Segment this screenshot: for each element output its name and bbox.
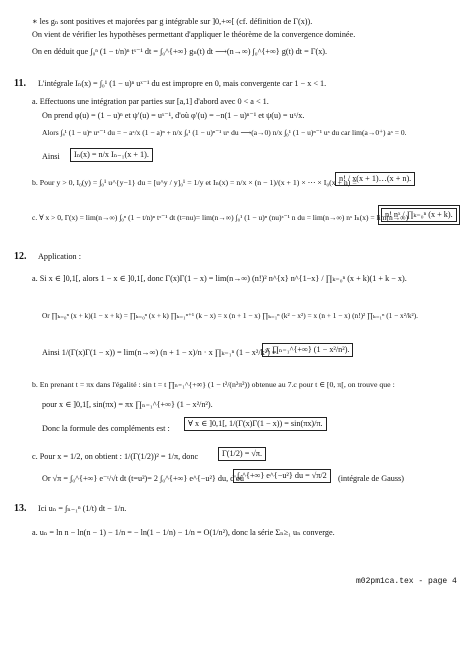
- text-line: c. Pour x = 1/2, on obtient : 1/(Γ(1/2))² = 1/π, donc: [32, 452, 199, 461]
- text-line: a. Si x ∈ ]0,1[, alors 1 − x ∈ ]0,1[, donc Γ(x)Γ(1 − x) = lim(n→∞) (n!)² n^{x} n^{1−x} / ∏ₖ₌₀ⁿ (x + k)(1 + k − x).: [32, 274, 407, 283]
- text-line: b. En prenant t = πx dans l'égalité : sin t = t ∏ₙ₌₁^{+∞} (1 − t²/(n²π²)) obtenue au 7.c pour t ∈ [0, π[, on trouve que :: [32, 380, 395, 389]
- boxed-result: x ∏ₙ₌₁^{+∞} (1 − x²/n²).: [262, 343, 353, 357]
- text-line: On prend φ(u) = (1 − u)ⁿ et ψ′(u) = uˣ⁻¹, d'où φ′(u) = −n(1 − u)ⁿ⁻¹ et ψ(u) = uˣ/x.: [42, 111, 305, 120]
- text-line: ∗ les gₙ sont positives et majorées par g intégrable sur ]0,+∞[ (cf. définition de Γ(x)).: [32, 17, 313, 26]
- text-line: Or √π = ∫₀^{+∞} e⁻ᵗ/√t dt (t=u²)= 2 ∫₀^{+∞} e^{−u²} du, d'où: [42, 474, 244, 483]
- text-line: On en déduit que ∫₀ⁿ (1 − t/n)ⁿ tˣ⁻¹ dt = ∫₀^{+∞} gₙ(t) dt ⟶(n→∞) ∫₀^{+∞} g(t) dt = Γ(x).: [32, 47, 328, 56]
- text-line: b. Pour y > 0, I₀(y) = ∫₀¹ u^{y−1} du = [u^y / y]₀¹ = 1/y et Iₙ(x) = n/x × (n − 1)/(x + 1) × ⋯ × I₀(x + n) =: [32, 178, 357, 187]
- text-line: Donc la formule des compléments est :: [42, 424, 170, 433]
- text-line: Alors ∫ₐ¹ (1 − u)ⁿ uˣ⁻¹ du = − aˣ/x (1 − a)ⁿ + n/x ∫ₐ¹ (1 − u)ⁿ⁻¹ uˣ du ⟶(a→0) n/x ∫₀¹ (1 − u)ⁿ⁻¹ uˣ du car lim(a→0⁺) aˣ = 0.: [42, 128, 407, 137]
- page-footer: m02pm1ca.tex - page 4: [356, 577, 457, 586]
- text-line: Or ∏ₖ₌₀ⁿ (x + k)(1 − x + k) = ∏ₖ₌₀ⁿ (x + k) ∏ₖ₌₁ⁿ⁺¹ (k − x) = x (n + 1 − x) ∏ₖ₌₁ⁿ (k² − x²) = x (n + 1 − x) (n!)² ∏ₖ₌₁ⁿ (1 − x²/k²).: [42, 311, 419, 320]
- text-line: Ainsi 1/(Γ(x)Γ(1 − x)) = lim(n→∞) (n + 1 − x)/n · x ∏ₖ₌₁ⁿ (1 − x²/k²) =: [42, 348, 277, 357]
- boxed-result: [378, 205, 460, 225]
- text-line: Ici uₙ = ∫ₙ₋₁ⁿ (1/t) dt − 1/n.: [38, 504, 127, 513]
- boxed-result: ∫₀^{+∞} e^{−u²} du = √π/2: [233, 469, 331, 483]
- text-line: pour x ∈ ]0,1[, sin(πx) = πx ∏ₙ₌₁^{+∞} (1 − x²/n²).: [42, 400, 213, 409]
- text-line: c. ∀ x > 0, Γ(x) = lim(n→∞) ∫₀ⁿ (1 − t/n)ⁿ tˣ⁻¹ dt (t=nu)= lim(n→∞) ∫₀¹ (1 − u)ⁿ (nu)ˣ⁻¹ n du = lim(n→∞) nˣ Iₙ(x) = lim(n→∞): [32, 213, 409, 222]
- text-line: a. Effectuons une intégration par parties sur [a,1] d'abord avec 0 < a < 1.: [32, 97, 269, 106]
- boxed-result: Γ(1/2) = √π.: [218, 447, 266, 461]
- text-line: On vient de vérifier les hypothèses permettant d'appliquer le théorème de la convergence dominée.: [32, 30, 356, 39]
- text-line: Ainsi: [42, 152, 60, 161]
- text-line: (intégrale de Gauss): [338, 474, 404, 483]
- boxed-result: Iₙ(x) = n/x Iₙ₋₁(x + 1).: [70, 148, 153, 162]
- section-number: 12.: [14, 251, 27, 262]
- boxed-result-text: n! nˣ / ∏ₖ₌₀ⁿ (x + k).: [381, 208, 457, 222]
- section-number: 11.: [14, 78, 26, 89]
- text-line: L'intégrale Iₙ(x) = ∫₀¹ (1 − u)ⁿ uˣ⁻¹ du est impropre en 0, mais convergente car 1 − x < 1.: [38, 79, 327, 88]
- boxed-result: ∀ x ∈ ]0,1[, 1/(Γ(x)Γ(1 − x)) = sin(πx)/π.: [184, 417, 327, 431]
- boxed-result: n! / x(x + 1)…(x + n).: [335, 172, 415, 186]
- text-line: a. uₙ = ln n − ln(n − 1) − 1/n = − ln(1 − 1/n) − 1/n = O(1/n²), donc la série Σₙ≥₁ uₙ converge.: [32, 528, 335, 537]
- section-number: 13.: [14, 503, 27, 514]
- text-line: Application :: [38, 252, 81, 261]
